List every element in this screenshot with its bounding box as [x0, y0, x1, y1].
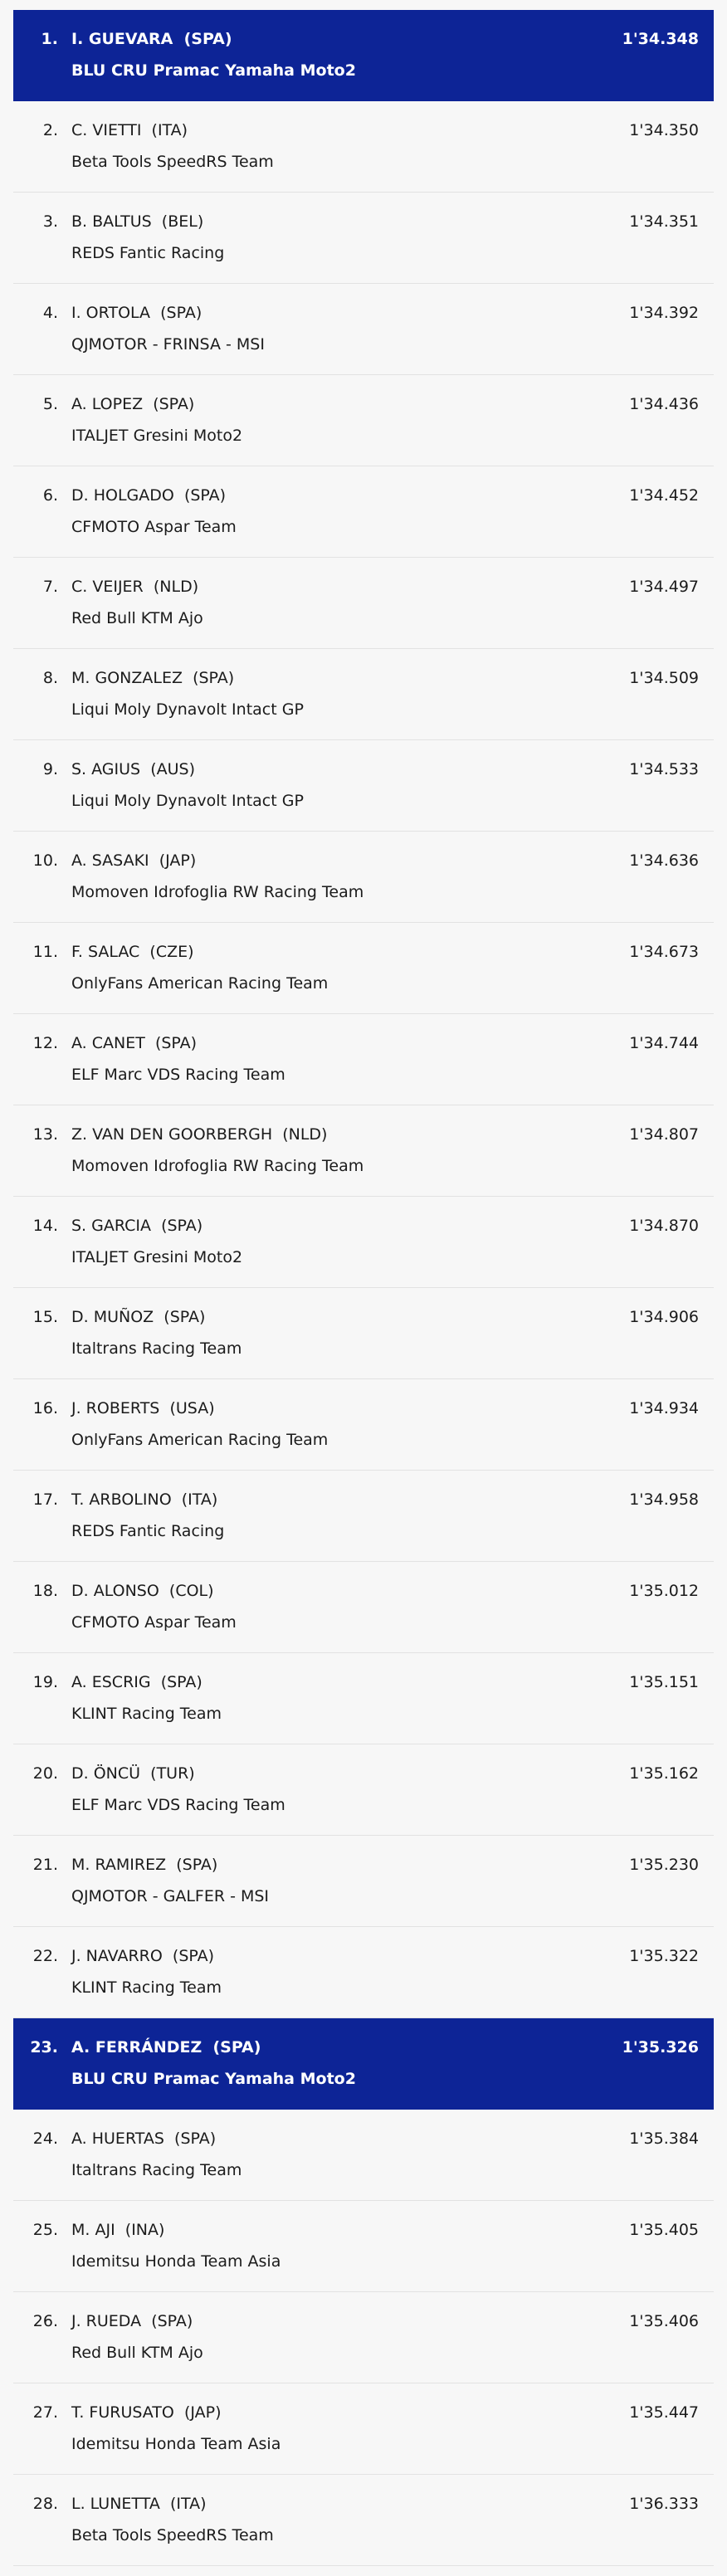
rider-name-line	[71, 2221, 164, 2239]
rider-lap-time: 1'34.350	[629, 121, 699, 139]
rider-team: ITALJET Gresini Moto2	[71, 427, 243, 445]
rider-country: (SPA)	[161, 1217, 203, 1235]
rider-position: 14.	[32, 1217, 58, 1235]
rider-name: D. HOLGADO	[71, 486, 174, 505]
rider-name: F. SALAC	[71, 943, 140, 961]
rider-row[interactable]	[13, 1379, 714, 1471]
rider-country: (ITA)	[181, 1490, 218, 1509]
rider-position: 27.	[32, 2403, 58, 2422]
rider-name: A. CANET	[71, 1034, 145, 1052]
rider-lap-time: 1'34.436	[629, 395, 699, 413]
rider-name-line	[71, 2130, 216, 2148]
rider-lap-time: 1'34.673	[629, 943, 699, 961]
rider-name: L. LUNETTA	[71, 2495, 160, 2513]
rider-position: 11.	[32, 943, 58, 961]
rider-name-line	[71, 2038, 261, 2056]
rider-lap-time: 1'34.452	[629, 486, 699, 505]
rider-lap-time: 1'35.405	[629, 2221, 699, 2239]
rider-lap-time: 1'35.162	[629, 1764, 699, 1783]
rider-name-line	[71, 943, 194, 961]
rider-team: OnlyFans American Racing Team	[71, 974, 329, 993]
rider-name-line	[71, 2495, 207, 2513]
rider-team: Momoven Idrofoglia RW Racing Team	[71, 1157, 364, 1175]
rider-position: 23.	[30, 2038, 58, 2056]
rider-team: KLINT Racing Team	[71, 1978, 222, 1997]
rider-name: M. AJI	[71, 2221, 115, 2239]
rider-country: (SPA)	[193, 669, 235, 687]
rider-country: (SPA)	[174, 2130, 217, 2148]
rider-team: Italtrans Racing Team	[71, 1339, 242, 1358]
rider-lap-time: 1'35.447	[629, 2403, 699, 2422]
rider-country: (SPA)	[153, 395, 195, 413]
rider-name-line	[71, 2312, 193, 2330]
rider-row[interactable]	[13, 2018, 714, 2110]
rider-country: (ITA)	[169, 2495, 207, 2513]
rider-position: 5.	[42, 395, 58, 413]
rider-country: (SPA)	[172, 1947, 215, 1965]
rider-row[interactable]	[13, 1927, 714, 2018]
rider-country: (ITA)	[151, 121, 188, 139]
rider-country: (SPA)	[183, 486, 227, 505]
rider-name: D. ALONSO	[71, 1582, 159, 1600]
rider-country: (USA)	[169, 1399, 215, 1417]
rider-name: D. ÖNCÜ	[71, 1764, 141, 1783]
rider-row[interactable]	[13, 375, 714, 466]
rider-country: (TUR)	[150, 1764, 195, 1783]
rider-name: C. VEIJER	[71, 578, 144, 596]
rider-team: Liqui Moly Dynavolt Intact GP	[71, 792, 304, 810]
rider-position: 10.	[32, 851, 58, 870]
rider-name-line	[71, 486, 226, 505]
rider-row[interactable]	[13, 284, 714, 375]
rider-team: QJMOTOR - FRINSA - MSI	[71, 335, 265, 354]
rider-name-line	[71, 304, 202, 322]
rider-row[interactable]	[13, 1653, 714, 1744]
rider-lap-time: 1'36.333	[629, 2495, 699, 2513]
rider-row[interactable]	[13, 2292, 714, 2383]
rider-name-line	[71, 1947, 214, 1965]
rider-position: 25.	[32, 2221, 58, 2239]
rider-position: 17.	[32, 1490, 58, 1509]
rider-position: 9.	[42, 760, 58, 778]
rider-name: I. GUEVARA	[71, 30, 173, 48]
rider-row[interactable]	[13, 10, 714, 101]
rider-name: A. SASAKI	[71, 851, 149, 870]
rider-row[interactable]	[13, 649, 714, 740]
rider-position: 7.	[42, 578, 58, 596]
rider-country: (SPA)	[183, 30, 232, 48]
rider-lap-time: 1'34.392	[629, 304, 699, 322]
rider-team: Italtrans Racing Team	[71, 2161, 242, 2179]
rider-country: (JAP)	[183, 2403, 222, 2422]
rider-team: Beta Tools SpeedRS Team	[71, 2526, 274, 2544]
rider-row[interactable]	[13, 558, 714, 649]
rider-row[interactable]	[13, 1562, 714, 1653]
rider-name-line	[71, 1673, 202, 1691]
rider-name-line	[71, 760, 195, 778]
rider-lap-time: 1'34.533	[629, 760, 699, 778]
rider-team: Momoven Idrofoglia RW Racing Team	[71, 883, 364, 901]
rider-lap-time: 1'35.326	[622, 2038, 699, 2056]
rider-position: 26.	[32, 2312, 58, 2330]
rider-team: ELF Marc VDS Racing Team	[71, 1796, 285, 1814]
rider-team: ITALJET Gresini Moto2	[71, 1248, 243, 1266]
rider-lap-time: 1'35.151	[629, 1673, 699, 1691]
rider-country: (CZE)	[149, 943, 194, 961]
rider-country: (BEL)	[161, 212, 204, 231]
rider-name-line	[71, 1217, 202, 1235]
rider-position: 1.	[41, 30, 58, 48]
rider-position: 22.	[32, 1947, 58, 1965]
rider-position: 19.	[32, 1673, 58, 1691]
rider-name: A. HUERTAS	[71, 2130, 164, 2148]
rider-team: BLU CRU Pramac Yamaha Moto2	[71, 2070, 356, 2088]
rider-name: Z. VAN DEN GOORBERGH	[71, 1125, 273, 1144]
rider-name: C. VIETTI	[71, 121, 142, 139]
rider-row[interactable]	[13, 2110, 714, 2201]
rider-position: 20.	[32, 1764, 58, 1783]
rider-position: 8.	[42, 669, 58, 687]
rider-name-line	[71, 1856, 217, 1874]
rider-country: (SPA)	[160, 304, 202, 322]
rider-name-line	[71, 578, 198, 596]
rider-row[interactable]	[13, 1744, 714, 1836]
rider-lap-time: 1'34.497	[629, 578, 699, 596]
rider-team: Liqui Moly Dynavolt Intact GP	[71, 700, 304, 719]
rider-position: 6.	[42, 486, 58, 505]
rider-position: 3.	[42, 212, 58, 231]
rider-name-line	[71, 212, 203, 231]
rider-name: A. FERRÁNDEZ	[71, 2038, 202, 2056]
rider-name: S. AGIUS	[71, 760, 141, 778]
rider-country: (NLD)	[153, 578, 199, 596]
rider-team: REDS Fantic Racing	[71, 244, 225, 262]
rider-country: (JAP)	[159, 851, 197, 870]
rider-name: B. BALTUS	[71, 212, 152, 231]
rider-team: CFMOTO Aspar Team	[71, 518, 237, 536]
rider-country: (SPA)	[163, 1308, 206, 1326]
rider-row[interactable]	[13, 193, 714, 284]
rider-row[interactable]	[13, 923, 714, 1014]
rider-name-line	[71, 1764, 195, 1783]
rider-position: 18.	[32, 1582, 58, 1600]
rider-lap-time: 1'34.636	[629, 851, 699, 870]
rider-name: A. ESCRIG	[71, 1673, 151, 1691]
rider-country: (NLD)	[282, 1125, 328, 1144]
rider-team: Red Bull KTM Ajo	[71, 2344, 203, 2362]
rider-team: KLINT Racing Team	[71, 1705, 222, 1723]
rider-row[interactable]	[13, 2201, 714, 2292]
rider-lap-time: 1'34.870	[629, 1217, 699, 1235]
rider-row[interactable]	[13, 832, 714, 923]
rider-country: (SPA)	[176, 1856, 218, 1874]
rider-team: QJMOTOR - GALFER - MSI	[71, 1887, 270, 1905]
rider-position: 12.	[32, 1034, 58, 1052]
rider-team: OnlyFans American Racing Team	[71, 1431, 329, 1449]
rider-position: 21.	[32, 1856, 58, 1874]
rider-team: Idemitsu Honda Team Asia	[71, 2252, 281, 2271]
rider-name-line	[71, 1308, 205, 1326]
rider-position: 16.	[32, 1399, 58, 1417]
rider-name-line	[71, 1125, 327, 1144]
rider-country: (INA)	[124, 2221, 165, 2239]
rider-name: D. MUÑOZ	[71, 1308, 154, 1326]
rider-name: I. ORTOLA	[71, 304, 151, 322]
rider-row[interactable]	[13, 1288, 714, 1379]
rider-name: T. FURUSATO	[71, 2403, 174, 2422]
rider-name: A. LOPEZ	[71, 395, 144, 413]
rider-lap-time: 1'35.406	[629, 2312, 699, 2330]
rider-name: S. GARCIA	[71, 1217, 151, 1235]
rider-name-line	[71, 669, 234, 687]
rider-lap-time: 1'34.744	[629, 1034, 699, 1052]
rider-country: (SPA)	[160, 1673, 202, 1691]
rider-name-line	[71, 1399, 215, 1417]
rider-team: Idemitsu Honda Team Asia	[71, 2435, 281, 2453]
rider-lap-time: 1'34.807	[629, 1125, 699, 1144]
rider-team: BLU CRU Pramac Yamaha Moto2	[71, 61, 356, 80]
rider-name: T. ARBOLINO	[71, 1490, 172, 1509]
rider-name: J. ROBERTS	[71, 1399, 160, 1417]
rider-name: M. RAMIREZ	[71, 1856, 167, 1874]
rider-team: Red Bull KTM Ajo	[71, 609, 203, 627]
rider-position: 13.	[32, 1125, 58, 1144]
rider-lap-time: 1'34.509	[629, 669, 699, 687]
rider-position: 4.	[42, 304, 58, 322]
rider-lap-time: 1'35.322	[629, 1947, 699, 1965]
results-list	[13, 0, 714, 2566]
rider-name-line	[71, 1034, 197, 1052]
rider-position: 15.	[32, 1308, 58, 1326]
rider-name: J. RUEDA	[71, 2312, 142, 2330]
rider-team: ELF Marc VDS Racing Team	[71, 1066, 285, 1084]
rider-name: J. NAVARRO	[71, 1947, 163, 1965]
rider-lap-time: 1'34.934	[629, 1399, 699, 1417]
rider-row[interactable]	[13, 466, 714, 558]
rider-name-line	[71, 1490, 217, 1509]
rider-team: CFMOTO Aspar Team	[71, 1613, 237, 1632]
rider-row[interactable]	[13, 1471, 714, 1562]
rider-row[interactable]	[13, 1197, 714, 1288]
rider-position: 2.	[42, 121, 58, 139]
rider-row[interactable]	[13, 101, 714, 193]
rider-country: (SPA)	[212, 2038, 261, 2056]
rider-country: (COL)	[168, 1582, 214, 1600]
rider-position: 24.	[32, 2130, 58, 2148]
rider-row[interactable]	[13, 1836, 714, 1927]
rider-lap-time: 1'35.384	[629, 2130, 699, 2148]
rider-row[interactable]	[13, 740, 714, 832]
rider-name-line	[71, 1582, 214, 1600]
rider-country: (SPA)	[154, 1034, 198, 1052]
rider-country: (SPA)	[151, 2312, 193, 2330]
rider-name-line	[71, 395, 194, 413]
rider-name-line	[71, 2403, 222, 2422]
rider-team: Beta Tools SpeedRS Team	[71, 153, 274, 171]
rider-lap-time: 1'35.230	[629, 1856, 699, 1874]
rider-country: (AUS)	[150, 760, 195, 778]
rider-lap-time: 1'34.348	[622, 30, 699, 48]
rider-team: REDS Fantic Racing	[71, 1522, 225, 1540]
rider-lap-time: 1'34.958	[629, 1490, 699, 1509]
rider-lap-time: 1'34.351	[629, 212, 699, 231]
rider-position: 28.	[32, 2495, 58, 2513]
rider-name: M. GONZALEZ	[71, 669, 183, 687]
rider-row[interactable]	[13, 2383, 714, 2475]
rider-name-line	[71, 851, 196, 870]
rider-row[interactable]	[13, 1105, 714, 1197]
rider-row[interactable]	[13, 2475, 714, 2566]
rider-lap-time: 1'34.906	[629, 1308, 699, 1326]
rider-row[interactable]	[13, 1014, 714, 1105]
rider-name-line	[71, 121, 188, 139]
rider-lap-time: 1'35.012	[629, 1582, 699, 1600]
rider-name-line	[71, 30, 232, 48]
